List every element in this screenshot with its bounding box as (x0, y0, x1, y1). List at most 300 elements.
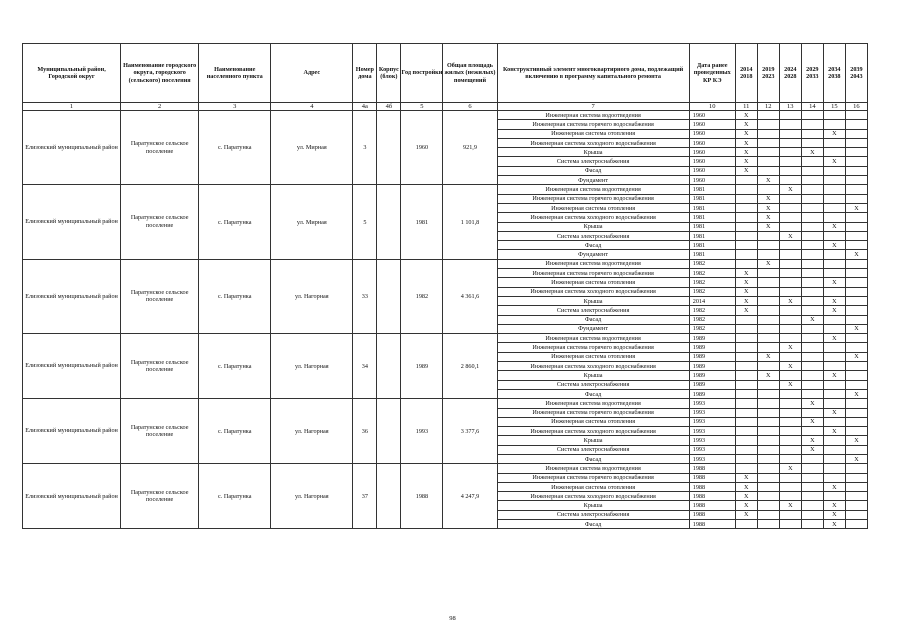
period-mark (779, 203, 801, 212)
period-mark (757, 436, 779, 445)
house-street: ул. Нагорная (271, 399, 353, 464)
period-mark: X (757, 203, 779, 212)
period-mark (823, 389, 845, 398)
period-mark (823, 380, 845, 389)
period-mark (779, 445, 801, 454)
period-mark (757, 334, 779, 343)
house-year-built: 1960 (401, 111, 443, 185)
house-locality: с. Паратунка (199, 399, 271, 464)
period-mark (845, 492, 867, 501)
period-mark (735, 399, 757, 408)
period-mark (845, 120, 867, 129)
period-mark (779, 194, 801, 203)
house-street: ул. Нагорная (271, 464, 353, 529)
period-mark (845, 287, 867, 296)
period-mark (735, 371, 757, 380)
col-num: 11 (735, 103, 757, 111)
element-name: Фасад (497, 454, 689, 463)
period-mark (823, 250, 845, 259)
period-mark (779, 213, 801, 222)
house-number: 5 (353, 185, 377, 259)
house-locality: с. Паратунка (199, 185, 271, 259)
period-mark (845, 269, 867, 278)
period-mark (801, 371, 823, 380)
period-mark (735, 241, 757, 250)
period-mark: X (735, 157, 757, 166)
header-period-6: 2039 2043 (845, 44, 867, 103)
house-locality: с. Паратунка (199, 464, 271, 529)
header-korpus: Корпус (блок) (377, 44, 401, 103)
house-year-built: 1982 (401, 259, 443, 333)
prev-repair-year: 1982 (689, 324, 735, 333)
period-mark (779, 157, 801, 166)
element-name: Инженерная система горячего водоснабжения (497, 473, 689, 482)
period-mark: X (845, 436, 867, 445)
house-area: 4 361,6 (443, 259, 497, 333)
house-korpus (377, 334, 401, 399)
period-mark (823, 194, 845, 203)
prev-repair-year: 1982 (689, 278, 735, 287)
period-mark: X (735, 473, 757, 482)
period-mark (735, 259, 757, 268)
period-mark (845, 166, 867, 175)
period-mark (779, 482, 801, 491)
period-mark (779, 417, 801, 426)
table-row (23, 111, 868, 120)
prev-repair-year: 1989 (689, 334, 735, 343)
header-settlement: Наименование городского округа, городского (сельского) поселения (121, 44, 199, 103)
period-mark: X (757, 222, 779, 231)
prev-repair-year: 1993 (689, 445, 735, 454)
col-num: 1 (23, 103, 121, 111)
period-mark (757, 241, 779, 250)
element-name: Инженерная система отопления (497, 482, 689, 491)
element-name: Фундамент (497, 176, 689, 185)
element-name: Инженерная система холодного водоснабжения (497, 427, 689, 436)
element-name: Инженерная система холодного водоснабжения (497, 213, 689, 222)
period-mark (823, 269, 845, 278)
element-name: Инженерная система водоотведения (497, 185, 689, 194)
period-mark (823, 111, 845, 120)
period-mark (845, 138, 867, 147)
period-mark: X (735, 510, 757, 519)
prev-repair-year: 1981 (689, 231, 735, 240)
period-mark (845, 362, 867, 371)
header-period-1: 2014 2018 (735, 44, 757, 103)
element-name: Инженерная система отопления (497, 352, 689, 361)
period-mark: X (845, 389, 867, 398)
period-mark (779, 176, 801, 185)
period-mark (801, 250, 823, 259)
house-district: Елизовский муниципальный район (23, 111, 121, 185)
period-mark: X (735, 501, 757, 510)
prev-repair-year: 1981 (689, 213, 735, 222)
period-mark (735, 334, 757, 343)
period-mark (735, 362, 757, 371)
prev-repair-year: 1960 (689, 120, 735, 129)
period-mark: X (779, 501, 801, 510)
period-mark (779, 454, 801, 463)
period-mark (735, 324, 757, 333)
period-mark (757, 343, 779, 352)
house-korpus (377, 185, 401, 259)
period-mark: X (823, 371, 845, 380)
period-mark (779, 427, 801, 436)
period-mark (845, 510, 867, 519)
col-num: 4б (377, 103, 401, 111)
period-mark (845, 371, 867, 380)
prev-repair-year: 1993 (689, 417, 735, 426)
period-mark (757, 166, 779, 175)
period-mark (779, 334, 801, 343)
period-mark (845, 157, 867, 166)
house-area: 921,9 (443, 111, 497, 185)
period-mark (735, 315, 757, 324)
period-mark: X (823, 241, 845, 250)
period-mark (757, 482, 779, 491)
prev-repair-year: 1981 (689, 185, 735, 194)
prev-repair-year: 1960 (689, 111, 735, 120)
element-name: Фасад (497, 315, 689, 324)
period-mark: X (845, 352, 867, 361)
col-num: 15 (823, 103, 845, 111)
period-mark (823, 454, 845, 463)
period-mark (779, 129, 801, 138)
period-mark (757, 362, 779, 371)
house-korpus (377, 464, 401, 529)
period-mark (823, 445, 845, 454)
house-year-built: 1988 (401, 464, 443, 529)
header-district: Муниципальный район, Городской округ (23, 44, 121, 103)
period-mark (823, 259, 845, 268)
house-district: Елизовский муниципальный район (23, 185, 121, 259)
period-mark (757, 296, 779, 305)
house-number: 3 (353, 111, 377, 185)
period-mark: X (735, 120, 757, 129)
period-mark (845, 278, 867, 287)
period-mark: X (845, 203, 867, 212)
period-mark (757, 231, 779, 240)
period-mark (735, 250, 757, 259)
period-mark (845, 408, 867, 417)
period-mark: X (823, 520, 845, 529)
prev-repair-year: 1982 (689, 269, 735, 278)
period-mark (779, 389, 801, 398)
period-mark (801, 166, 823, 175)
period-mark (823, 287, 845, 296)
period-mark (779, 278, 801, 287)
house-settlement: Паратунское сельское поселение (121, 464, 199, 529)
period-mark (823, 203, 845, 212)
period-mark (845, 111, 867, 120)
period-mark: X (735, 492, 757, 501)
element-name: Система электроснабжения (497, 157, 689, 166)
period-mark (779, 269, 801, 278)
period-mark (757, 315, 779, 324)
period-mark (735, 436, 757, 445)
period-mark (801, 520, 823, 529)
prev-repair-year: 1988 (689, 501, 735, 510)
period-mark (801, 259, 823, 268)
period-mark (735, 176, 757, 185)
house-number: 33 (353, 259, 377, 333)
house-area: 2 860,1 (443, 334, 497, 399)
period-mark (735, 520, 757, 529)
period-mark (801, 343, 823, 352)
period-mark (845, 501, 867, 510)
element-name: Фундамент (497, 250, 689, 259)
house-street: ул. Нагорная (271, 334, 353, 399)
period-mark (845, 343, 867, 352)
period-mark (845, 259, 867, 268)
period-mark (801, 464, 823, 473)
period-mark: X (779, 362, 801, 371)
house-year-built: 1989 (401, 334, 443, 399)
house-korpus (377, 399, 401, 464)
element-name: Инженерная система водоотведения (497, 259, 689, 268)
period-mark: X (801, 148, 823, 157)
period-mark: X (735, 111, 757, 120)
period-mark: X (801, 399, 823, 408)
element-name: Крыша (497, 296, 689, 305)
header-element: Конструктивный элемент многоквартирного дома, подлежащий включению в программу капитального ремонта (497, 44, 689, 103)
column-number-row (23, 103, 868, 111)
element-name: Инженерная система горячего водоснабжения (497, 408, 689, 417)
period-mark (757, 269, 779, 278)
period-mark (779, 352, 801, 361)
period-mark (779, 222, 801, 231)
element-name: Крыша (497, 501, 689, 510)
element-name: Инженерная система горячего водоснабжения (497, 194, 689, 203)
element-name: Инженерная система холодного водоснабжения (497, 138, 689, 147)
prev-repair-year: 1960 (689, 138, 735, 147)
period-mark (845, 129, 867, 138)
period-mark (801, 362, 823, 371)
period-mark (779, 138, 801, 147)
period-mark (823, 473, 845, 482)
prev-repair-year: 1982 (689, 306, 735, 315)
period-mark: X (735, 129, 757, 138)
period-mark (757, 129, 779, 138)
house-district: Елизовский муниципальный район (23, 399, 121, 464)
house-area: 4 247,9 (443, 464, 497, 529)
period-mark (823, 343, 845, 352)
period-mark: X (735, 278, 757, 287)
period-mark (823, 185, 845, 194)
period-mark (757, 417, 779, 426)
prev-repair-year: 1988 (689, 492, 735, 501)
period-mark (801, 334, 823, 343)
prev-repair-year: 1982 (689, 259, 735, 268)
period-mark (757, 473, 779, 482)
element-name: Фасад (497, 241, 689, 250)
prev-repair-year: 1988 (689, 473, 735, 482)
house-locality: с. Паратунка (199, 334, 271, 399)
prev-repair-year: 1981 (689, 203, 735, 212)
prev-repair-year: 1988 (689, 510, 735, 519)
period-mark (735, 352, 757, 361)
period-mark (757, 157, 779, 166)
house-street: ул. Мирная (271, 185, 353, 259)
col-num: 10 (689, 103, 735, 111)
period-mark (779, 241, 801, 250)
period-mark (845, 241, 867, 250)
period-mark (801, 389, 823, 398)
house-year-built: 1993 (401, 399, 443, 464)
header-year-built: Год постройки (401, 44, 443, 103)
prev-repair-year: 1989 (689, 343, 735, 352)
period-mark (757, 324, 779, 333)
prev-repair-year: 1960 (689, 166, 735, 175)
element-name: Система электроснабжения (497, 306, 689, 315)
house-settlement: Паратунское сельское поселение (121, 259, 199, 333)
period-mark (801, 510, 823, 519)
period-mark (845, 306, 867, 315)
house-street: ул. Мирная (271, 111, 353, 185)
element-name: Система электроснабжения (497, 510, 689, 519)
period-mark (735, 380, 757, 389)
prev-repair-year: 1993 (689, 427, 735, 436)
period-mark: X (735, 138, 757, 147)
period-mark (779, 510, 801, 519)
period-mark (757, 389, 779, 398)
house-area: 3 377,6 (443, 399, 497, 464)
prev-repair-year: 1993 (689, 408, 735, 417)
period-mark (845, 482, 867, 491)
period-mark: X (735, 269, 757, 278)
header-area: Общая площадь жилых (нежилых) помещений (443, 44, 497, 103)
header-period-3: 2024 2028 (779, 44, 801, 103)
period-mark (801, 473, 823, 482)
element-name: Инженерная система горячего водоснабжения (497, 343, 689, 352)
period-mark: X (801, 436, 823, 445)
period-mark: X (823, 296, 845, 305)
period-mark (845, 231, 867, 240)
element-name: Система электроснабжения (497, 445, 689, 454)
period-mark (823, 231, 845, 240)
period-mark (823, 352, 845, 361)
house-district: Елизовский муниципальный район (23, 464, 121, 529)
period-mark: X (735, 306, 757, 315)
element-name: Инженерная система горячего водоснабжения (497, 269, 689, 278)
col-num: 12 (757, 103, 779, 111)
period-mark (823, 148, 845, 157)
period-mark (823, 436, 845, 445)
period-mark: X (757, 352, 779, 361)
prev-repair-year: 1981 (689, 241, 735, 250)
period-mark: X (823, 482, 845, 491)
header-house-number: Номер дома (353, 44, 377, 103)
period-mark: X (757, 176, 779, 185)
col-num: 14 (801, 103, 823, 111)
period-mark (823, 120, 845, 129)
period-mark (757, 278, 779, 287)
prev-repair-year: 2014 (689, 296, 735, 305)
element-name: Инженерная система горячего водоснабжения (497, 120, 689, 129)
house-locality: с. Паратунка (199, 111, 271, 185)
period-mark (735, 445, 757, 454)
prev-repair-year: 1993 (689, 436, 735, 445)
period-mark (845, 464, 867, 473)
col-num: 16 (845, 103, 867, 111)
period-mark: X (823, 510, 845, 519)
period-mark (801, 380, 823, 389)
period-mark (735, 427, 757, 436)
period-mark (801, 324, 823, 333)
period-mark (779, 324, 801, 333)
period-mark (757, 250, 779, 259)
period-mark (735, 389, 757, 398)
house-settlement: Паратунское сельское поселение (121, 185, 199, 259)
period-mark (801, 138, 823, 147)
period-mark (801, 185, 823, 194)
period-mark (757, 454, 779, 463)
col-num: 7 (497, 103, 689, 111)
period-mark (757, 399, 779, 408)
period-mark (845, 473, 867, 482)
period-mark (845, 296, 867, 305)
period-mark: X (845, 324, 867, 333)
period-mark (845, 315, 867, 324)
period-mark (845, 520, 867, 529)
period-mark: X (801, 417, 823, 426)
period-mark: X (845, 454, 867, 463)
col-num: 6 (443, 103, 497, 111)
period-mark: X (823, 278, 845, 287)
period-mark (845, 148, 867, 157)
period-mark (735, 203, 757, 212)
period-mark: X (779, 185, 801, 194)
period-mark (757, 408, 779, 417)
period-mark (757, 380, 779, 389)
period-mark (845, 185, 867, 194)
period-mark (735, 231, 757, 240)
element-name: Инженерная система холодного водоснабжения (497, 492, 689, 501)
house-year-built: 1981 (401, 185, 443, 259)
period-mark (757, 501, 779, 510)
col-num: 2 (121, 103, 199, 111)
element-name: Инженерная система отопления (497, 129, 689, 138)
period-mark (757, 148, 779, 157)
period-mark (735, 417, 757, 426)
period-mark (735, 194, 757, 203)
period-mark (801, 296, 823, 305)
prev-repair-year: 1989 (689, 352, 735, 361)
table-row (23, 185, 868, 194)
col-num: 4a (353, 103, 377, 111)
period-mark: X (779, 380, 801, 389)
period-mark (779, 492, 801, 501)
period-mark (801, 120, 823, 129)
prev-repair-year: 1981 (689, 194, 735, 203)
prev-repair-year: 1982 (689, 315, 735, 324)
period-mark (757, 427, 779, 436)
element-name: Инженерная система отопления (497, 203, 689, 212)
header-address: Адрес (271, 44, 353, 103)
period-mark (735, 185, 757, 194)
table-row (23, 259, 868, 268)
element-name: Фундамент (497, 324, 689, 333)
period-mark (735, 454, 757, 463)
period-mark (845, 213, 867, 222)
period-mark (845, 334, 867, 343)
period-mark (823, 492, 845, 501)
period-mark (735, 343, 757, 352)
prev-repair-year: 1989 (689, 371, 735, 380)
period-mark (779, 473, 801, 482)
table-body (23, 111, 868, 529)
element-name: Инженерная система водоотведения (497, 464, 689, 473)
